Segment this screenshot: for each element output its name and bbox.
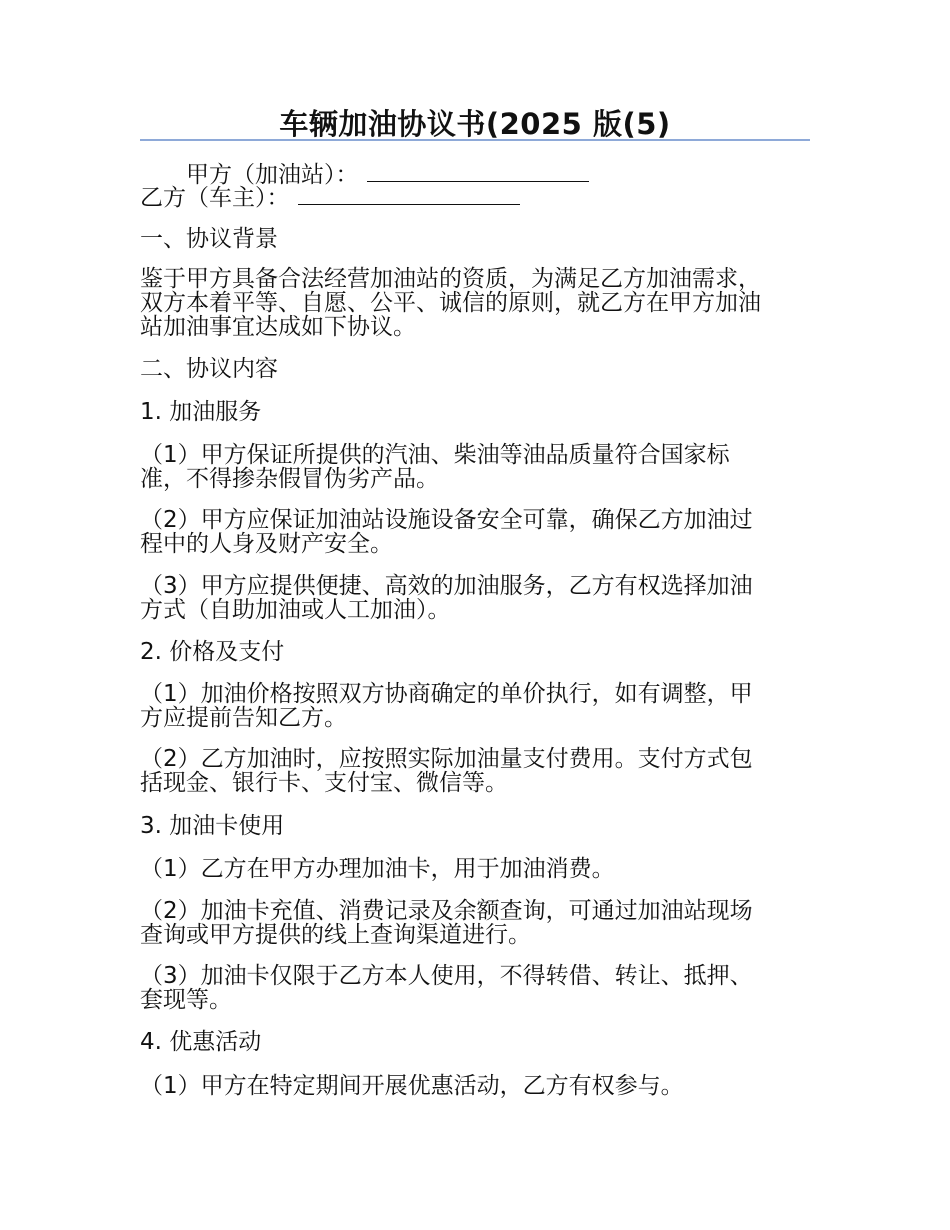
sub3-item-1: （1）乙方在甲方办理加油卡，用于加油消费。 [140, 856, 615, 882]
document-title: 车辆加油协议书(2025 版(5) [279, 107, 671, 141]
sub1-item-2 [140, 508, 820, 556]
subsection-2-heading: 2. 价格及支付 [140, 639, 285, 665]
paragraph-line: 方式（自助加油或人工加油）。 [140, 597, 451, 623]
party-a-label: 甲方（加油站）： [186, 162, 359, 188]
sub2-item-2 [140, 747, 820, 795]
party-a-blank [367, 161, 589, 182]
sub4-item-1: （1）甲方在特定期间开展优惠活动，乙方有权参与。 [140, 1073, 684, 1099]
sub3-item-2 [140, 899, 820, 947]
subsection-4-heading: 4. 优惠活动 [140, 1029, 262, 1055]
paragraph-line: （1）甲方保证所提供的汽油、柴油等油品质量符合国家标 [140, 442, 730, 468]
paragraph-line: 程中的人身及财产安全。 [140, 531, 393, 557]
party-b-blank [298, 184, 520, 205]
paragraph-line: 套现等。 [140, 987, 232, 1013]
paragraph-line: 站加油事宜达成如下协议。 [140, 314, 416, 340]
sub2-item-1 [140, 682, 820, 730]
paragraph-line: 鉴于甲方具备合法经营加油站的资质，为满足乙方加油需求， [140, 266, 761, 292]
sub1-item-1 [140, 443, 820, 491]
paragraph-line: （1）加油价格按照双方协商确定的单价执行，如有调整，甲 [140, 681, 753, 707]
subsection-3-heading: 3. 加油卡使用 [140, 813, 285, 839]
paragraph-line: 方应提前告知乙方。 [140, 705, 347, 731]
paragraph-line: （2）加油卡充值、消费记录及余额查询，可通过加油站现场 [140, 898, 753, 924]
paragraph-line: 双方本着平等、自愿、公平、诚信的原则，就乙方在甲方加油 [140, 290, 761, 316]
section-2-heading: 二、协议内容 [140, 356, 278, 382]
paragraph-line: （3）加油卡仅限于乙方本人使用，不得转借、转让、抵押、 [140, 963, 753, 989]
paragraph-line: 准，不得掺杂假冒伪劣产品。 [140, 466, 439, 492]
sub3-item-3 [140, 964, 820, 1012]
party-b-label: 乙方（车主）： [140, 185, 290, 211]
sub1-item-3 [140, 574, 820, 622]
paragraph-line: （2）甲方应保证加油站设施设备安全可靠，确保乙方加油过 [140, 507, 753, 533]
paragraph-line: 查询或甲方提供的线上查询渠道进行。 [140, 922, 531, 948]
paragraph-line: （3）甲方应提供便捷、高效的加油服务，乙方有权选择加油 [140, 573, 753, 599]
party-b-line [140, 184, 820, 211]
paragraph-line: （2）乙方加油时，应按照实际加油量支付费用。支付方式包 [140, 746, 753, 772]
section-1-heading: 一、协议背景 [140, 226, 278, 252]
subsection-1-heading: 1. 加油服务 [140, 399, 262, 425]
title-underline [140, 139, 810, 141]
section-1-paragraph [140, 267, 820, 339]
paragraph-line: 括现金、银行卡、支付宝、微信等。 [140, 770, 508, 796]
